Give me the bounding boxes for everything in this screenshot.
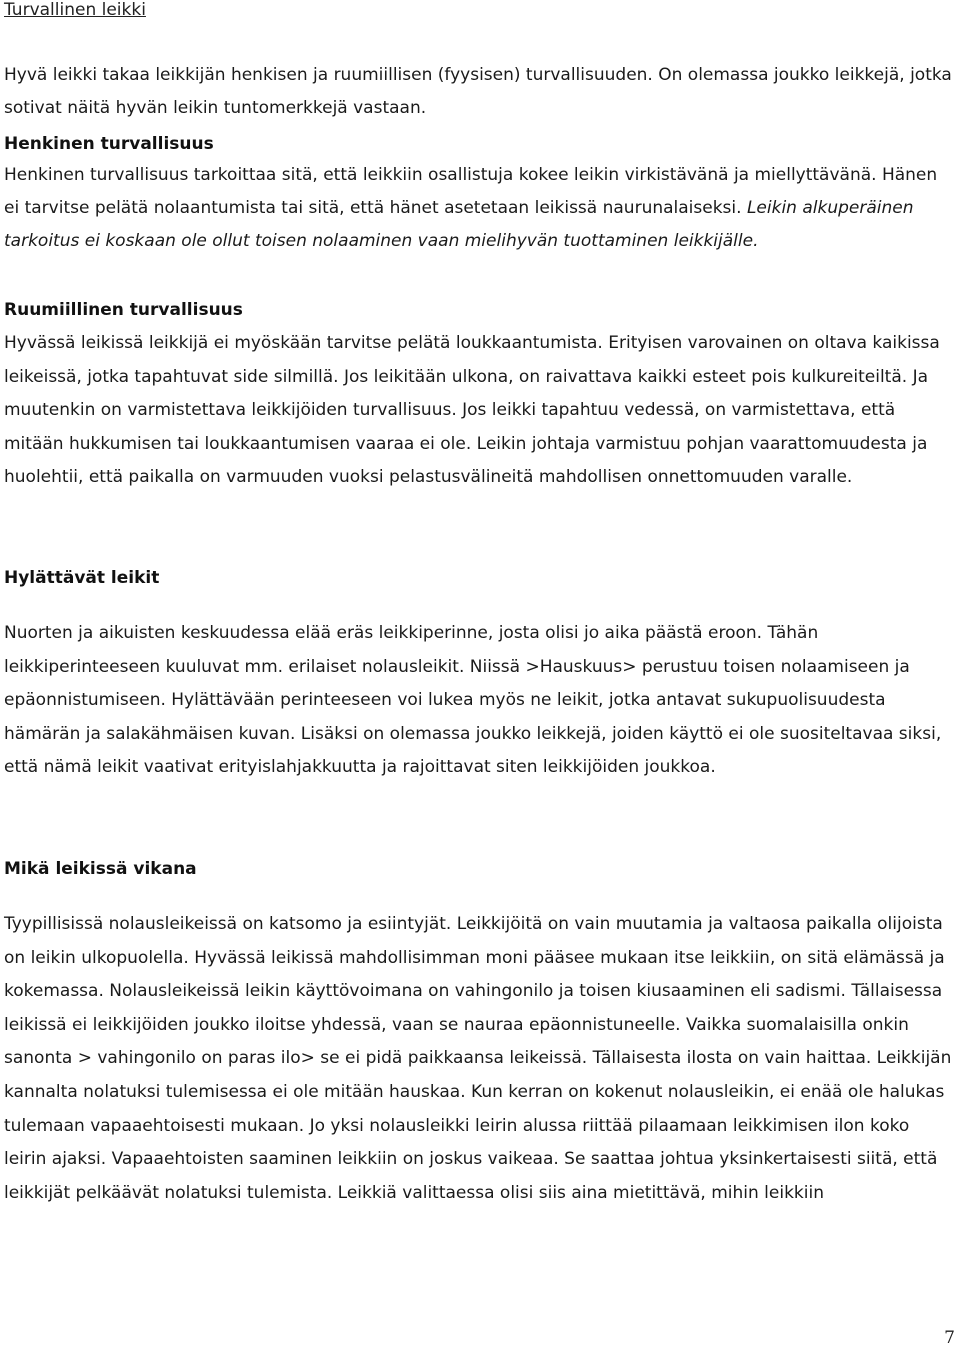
section-heading-hylattavat: Hylättävät leikit — [4, 568, 160, 588]
section-heading-vika: Mikä leikissä vikana — [4, 859, 197, 879]
section-body-hylattavat — [4, 617, 956, 785]
section-heading-henkinen: Henkinen turvallisuus — [4, 134, 214, 154]
section-emphasis-henkinen: Leikin alkuperäinen tarkoitus ei koskaan ole ollut toisen nolaaminen vaan mielihyvän tuottaminen leikkijälle. — [4, 198, 914, 251]
section-text-henkinen — [4, 159, 956, 258]
section-body-vika — [4, 908, 956, 1210]
section-text-hylattavat: Nuorten ja aikuisten keskuudessa elää eräs leikkiperinne, josta olisi jo aika päästä eroon. Tähän leikkiperinteeseen kuuluvat mm. erilaiset nolausleikit. Niissä >Hauskuus> perustuu toisen nolaamiseen ja epäonnistumiseen. Hylättävään perinteeseen voi lukea myös ne leikit, jotka antavat sukupuolisuudesta hämärän ja salakähmäisen kuvan. Lisäksi on olemassa joukko leikkejä, joiden käyttö ei ole suositeltavaa siksi, että nämä leikit vaativat erityislahjakkuutta ja rajoittavat siten leikkijöiden joukkoa. — [4, 623, 942, 778]
section-heading-ruumiillinen: Ruumiillinen turvallisuus — [4, 300, 243, 320]
section-text-vika: Tyypillisissä nolausleikeissä on katsomo ja esiintyjät. Leikkijöitä on vain muutamia ja valtaosa paikalla olijoista on leikin ulkopuolella. Hyvässä leikissä mahdollisimman moni pääsee mukaan itse leikkiin, on sitä elämässä ja kokemassa. Nolausleikeissä leikin käyttövoimana on vahingonilo ja toisen kiusaaminen eli sadismi. Tällaisessa leikissä ei leikkijöiden joukko iloitse yhdessä, vaan se nauraa epäonnistuneelle. Vaikka suomalaisilla onkin sanonta > vahingonilo on paras ilo> se ei pidä paikkaansa leikeissä. Tällaisesta ilosta on vain haittaa. Leikkijän kannalta nolatuksi tulemisessa ei ole mitään hauskaa. Kun kerran on kokenut nolausleikin, ei enää ole halukas tulemaan vapaaehtoisesti mukaan. Jo yksi nolausleikki leirin alussa riittää pilaamaan leikkimisen ilon koko leirin ajaksi. Vapaaehtoisten saaminen leikkiin on joskus vaikeaa. Se saattaa johtua yksinkertaisesti siitä, että leikkijät pelkäävät nolatuksi tulemista. Leikkiä valittaessa olisi siis aina mietittävä, mihin leikkiin — [4, 914, 952, 1203]
document-title[interactable]: Turvallinen leikki — [4, 0, 146, 20]
section-paragraph-henkinen: Henkinen turvallisuus tarkoittaa sitä, että leikkiin osallistuja kokee leikin virkistävänä ja miellyttävänä. Hänen ei tarvitse pelätä nolaantumista tai sitä, että hänet asetetaan leikissä naurunalaiseksi. — [4, 165, 938, 218]
intro-text: Hyvä leikki takaa leikkijän henkisen ja ruumiillisen (fyysisen) turvallisuuden. On olemassa joukko leikkejä, jotka sotivat näitä hyvän leikin tuntomerkkejä vastaan. — [4, 65, 952, 118]
page-number: 7 — [944, 1328, 955, 1348]
intro-paragraph — [4, 59, 956, 125]
section-body-ruumiillinen — [4, 327, 956, 495]
section-text-ruumiillinen: Hyvässä leikissä leikkijä ei myöskään tarvitse pelätä loukkaantumista. Erityisen varovainen on oltava kaikissa leikeissä, jotka tapahtuvat side silmillä. Jos leikitään ulkona, on raivattava kaikki esteet pois kulkureiteiltä. Ja muutenkin on varmistettava leikkijöiden turvallisuus. Jos leikki tapahtuu vedessä, on varmistettava, että mitään hukkumisen tai loukkaantumisen vaaraa ei ole. Leikin johtaja varmistuu pohjan vaarattomuudesta ja huolehtii, että paikalla on varmuuden vuoksi pelastusvälineitä mahdollisen onnettomuuden varalle. — [4, 333, 940, 488]
section-body-henkinen — [4, 159, 956, 258]
